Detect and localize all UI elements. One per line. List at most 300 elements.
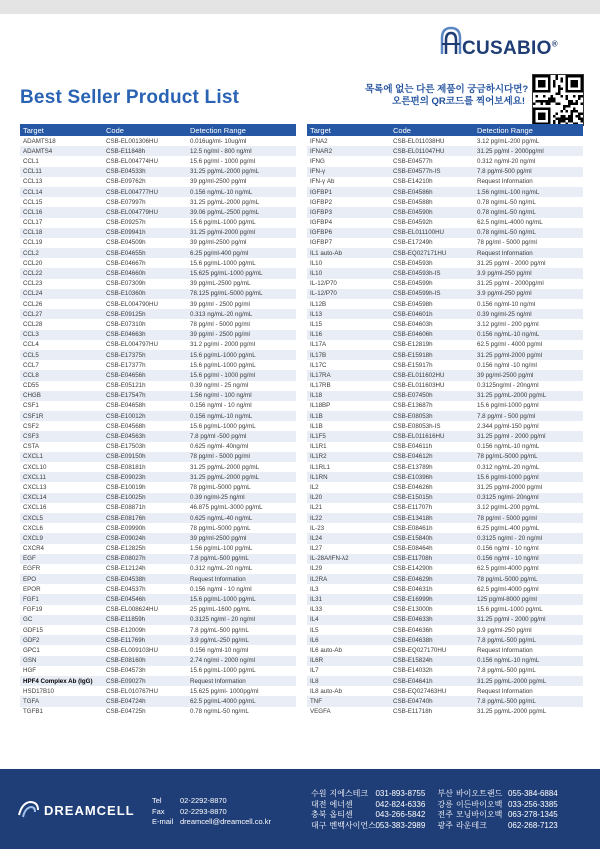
code-cell: CSB-E04725h [106,708,146,716]
table-row [20,605,296,615]
table-row [20,238,296,248]
qr-note-line2: 오른편의 QR코드를 찍어보세요! [392,96,525,107]
target-cell: CCL4 [23,341,39,349]
branch-region: 충북 [311,810,327,820]
code-cell: CSB-E10025h [106,494,146,502]
range-cell: 31.2 pg/ml - 2000 pg/ml [190,341,256,349]
target-cell: IL31 [310,596,323,604]
range-cell: 31.25 pg/ml - 2000 pg/ml [477,616,546,624]
range-cell: 15.6 pg/mL-1000 pg/mL [190,361,256,369]
tel-number[interactable]: 02-2292-8870 [180,796,227,805]
range-cell: 31.25 pg/mL-2000 pg/mL [477,708,547,716]
range-cell: 0.78 ng/mL-50 ng/mL [190,708,249,716]
target-cell: CCL22 [23,270,43,278]
target-cell: CXCL14 [23,494,47,502]
target-cell: CD55 [23,382,39,390]
range-cell: 31.25 pg/ml-2000 pg/ml [477,351,543,359]
table-row [20,564,296,574]
range-cell: 31.25 pg/mL-2000 pg/mL [477,392,547,400]
code-cell: CSB-E04599h-IS [393,290,441,298]
range-cell: 3.12 pg/ml - 200 pg/ml [477,320,539,328]
code-cell: CSB-E15015h [393,494,433,502]
range-cell: 78 pg/mL-5000 pg/mL [477,453,538,461]
table-row [20,289,296,299]
table-row [307,503,583,513]
table-row [20,503,296,513]
range-cell: 0.78 ng/mL-50 ng/mL [477,208,536,216]
target-cell: IL1B [310,422,323,430]
table-row [20,340,296,350]
table-row [20,554,296,564]
code-cell: CSB-EL004777HU [106,188,158,196]
code-cell: CSB-E04546h [106,596,146,604]
code-cell: CSB-E04656h [106,371,146,379]
range-cell: 62.5 pg/ml-4000 pg/ml [477,565,539,573]
table-row [307,472,583,482]
code-cell: CSB-E08871h [106,504,146,512]
table-row [20,381,296,391]
product-tables [20,124,582,760]
code-cell: CSB-EL011602HU [393,371,445,379]
code-cell: CSB-E04612h [393,453,433,461]
target-cell: IL16 [310,331,323,339]
code-cell: CSB-E04563h [106,433,146,441]
target-cell: CCL15 [23,198,43,206]
table-header [307,124,583,136]
target-cell: CXCL16 [23,504,47,512]
table-row [20,574,296,584]
top-band [0,0,600,14]
range-cell: 3.12 pg/mL-200 pg/mL [477,137,540,145]
target-cell: CHGB [23,392,41,400]
branch-phone[interactable]: 042-824-6336 [375,799,426,809]
dreamcell-logo [16,797,136,821]
code-cell: CSB-E07997h [106,198,146,206]
range-cell: 0.156 ng/ml - 10 ng/ml [190,402,252,410]
target-cell: IL6 [310,636,319,644]
target-cell: ADAMTS4 [23,147,53,155]
range-cell: 0.156 ng/ml -10 ng/ml [477,361,537,369]
table-row [20,228,296,238]
range-cell: 3.9 pg/ml-250 pg/ml [477,290,532,298]
target-cell: CCL16 [23,208,43,216]
target-cell: CCL27 [23,310,43,318]
range-cell: 0.39 ng/ml - 25 ng/ml [190,382,249,390]
target-cell: IL17A [310,341,327,349]
range-cell: 0.156 ng/mL-10 ng/mL [477,443,540,451]
range-cell: 78 pg/mL-5000 pg/mL [190,524,251,532]
target-cell: IL1 auto-Ab [310,249,342,257]
target-cell: IL17C [310,361,327,369]
code-cell: CSB-E15917h [393,361,433,369]
table-row [307,319,583,329]
target-cell: IGFBP4 [310,219,333,227]
target-cell: IL15 [310,320,323,328]
table-row [20,676,296,686]
branch-region: 전주 [437,810,453,820]
range-cell: 0.156 ng/ml-10 ng/ml [190,646,249,654]
branch-phone[interactable]: 031-893-8755 [375,789,426,798]
target-cell: CXCL10 [23,463,47,471]
range-cell: 78 pg/ml - 5000 pg/ml [190,453,250,461]
code-cell: CSB-E04601h [393,310,433,318]
range-cell: 7.8 pg/mL-500 pg/mL [477,636,536,644]
table-row [307,421,583,431]
table-row [20,666,296,676]
target-cell: EGFR [23,565,41,573]
code-cell: CSB-EL008624HU [106,606,158,614]
table-row [307,391,583,401]
target-cell: CXCL6 [23,524,43,532]
range-cell: 0.156 ng/mL-10 ng/mL [190,412,253,420]
code-cell: CSB-E17377h [106,361,146,369]
target-cell: IGFBP3 [310,208,333,216]
target-cell: HSD17B10 [23,687,54,695]
code-cell: CSB-EL011038HU [393,137,445,145]
range-cell: 78 pg/ml - 5000 pg/ml [477,514,537,522]
range-cell: 0.3125 ng/ml- 20ng/ml [477,494,539,502]
target-cell: IL10 [310,259,323,267]
range-cell: 31.25 pg/ml-2000 pg/ml [190,229,256,237]
range-cell: 7.8 pg/mL-500 pg/mL [190,555,249,563]
target-cell: IL-12/P70 [310,290,337,298]
code-cell: CSB-E08181h [106,463,146,471]
table-row [307,635,583,645]
table-row [20,391,296,401]
range-cell: 39 pg/mL-2500 pg/mL [190,280,251,288]
table-row [307,177,583,187]
range-cell: Request Information [477,249,533,257]
target-cell: IL8 auto-Ab [310,687,342,695]
code-cell: CSB-E04533h [106,168,146,176]
range-cell: 15.625 pg/ml- 1000pg/ml [190,687,259,695]
code-cell: CSB-E04629h [393,575,433,583]
code-cell: CSB-E04577h-IS [393,168,441,176]
range-cell: 78 pg/mL-5000 pg/mL [477,575,538,583]
target-cell: CCL24 [23,290,43,298]
target-cell: CCL14 [23,188,43,196]
email-link[interactable]: dreamcell@dreamcell.co.kr [180,817,271,826]
range-cell: 3.12 pg/mL-200 pg/mL [477,504,540,512]
target-cell: IL6R [310,657,324,665]
range-cell: 31.25 pg/ml - 2000 pg/ml [477,433,546,441]
range-cell: 3.9 pg/ml-250 pg/ml [477,626,532,634]
code-cell: CSB-E04537h [106,585,146,593]
code-cell: CSB-E04592h [393,219,433,227]
branch-company: 모닝바이오백 [455,810,503,820]
target-cell: IL10 [310,270,323,278]
header-target: Target [310,125,331,135]
footer [0,769,600,849]
branch-company: 옵티센 [329,810,353,820]
range-cell: 15.6 pg/mL-1000 pg/mL [190,351,256,359]
code-cell: CSB-EQ027463HU [393,687,447,695]
target-cell: CXCL5 [23,514,43,522]
range-cell: 0.313 ng/mL-20 ng/mL [190,310,253,318]
target-cell: GDF2 [23,636,40,644]
branch-row [311,810,558,821]
range-cell: Request Information [190,575,246,583]
code-cell: CSB-E17547h [106,392,146,400]
table-row [20,421,296,431]
branch-company: 라운테크 [455,820,487,830]
table-row [20,401,296,411]
table-row [307,279,583,289]
branch-region: 수원 [311,789,327,798]
code-cell: CSB-E04538h [106,575,146,583]
table-row [307,156,583,166]
code-cell: CSB-E10396h [393,473,433,481]
code-cell: CSB-E05121h [106,382,146,390]
target-cell: IL-28A/IFN-λ2 [310,555,349,563]
target-cell: IL24 [310,534,323,542]
code-cell: CSB-E11769h [106,636,146,644]
range-cell: Request Information [477,687,533,695]
table-row [20,544,296,554]
target-cell: CSF1R [23,412,44,420]
qr-code[interactable] [532,74,584,126]
code-cell: CSB-E12124h [106,565,146,573]
table-row [307,493,583,503]
range-cell: 0.3125ng/ml - 20ng/ml [477,382,539,390]
target-cell: IGFBP1 [310,188,333,196]
target-cell: TGFA [23,697,40,705]
table-row [20,625,296,635]
code-cell: CSB-E07310h [106,320,146,328]
code-cell: CSB-E13687h [393,402,433,410]
contact-info: Tel 02-2292-8870 Fax 02-2293-8870 E-mail dreamcell@dreamcell.co.kr [152,796,271,826]
range-cell: 7.8 pg/mL-500 pg/mL [190,626,249,634]
cusabio-logo-text: CUSABIO® [462,38,558,59]
code-cell: CSB-E09023h [106,473,146,481]
range-cell: Request Information [477,178,533,186]
table-row [20,462,296,472]
code-cell: CSB-E08461h [393,524,433,532]
table-row [307,218,583,228]
target-cell: GDF15 [23,626,43,634]
code-cell: CSB-E04658h [106,402,146,410]
code-cell: CSB-E09257h [106,219,146,227]
table-row [20,533,296,543]
table-row [307,656,583,666]
target-cell: IL6 auto-Ab [310,646,342,654]
target-cell: CXCR4 [23,545,44,553]
branch-phone[interactable]: 033-256-3385 [507,799,558,809]
table-row [20,482,296,492]
target-cell: IL1B [310,412,323,420]
table-row [307,340,583,350]
target-cell: IL13 [310,310,323,318]
branch-phone[interactable]: 055-384-6884 [507,789,558,798]
code-cell: CSB-E08027h [106,555,146,563]
target-cell: IL27 [310,545,323,553]
table-row [20,635,296,645]
range-cell: 39 pg/ml - 2500 pg/ml [190,331,250,339]
table-row [307,330,583,340]
table-row [20,594,296,604]
table-row [307,289,583,299]
range-cell: 6.25 pg/mL-400 pg/mL [477,524,540,532]
range-cell: 25 pg/mL-1600 pg/mL [190,606,251,614]
code-cell: CSB-E09024h [106,534,146,542]
range-cell: 3.9 pg/ml-250 pg/ml [477,270,532,278]
table-row [20,523,296,533]
range-cell: 0.312 ng/mL-20 ng/mL [477,463,540,471]
table-row [307,666,583,676]
code-cell: CSB-EL011100HU [393,229,445,237]
target-cell: CCL3 [23,331,39,339]
target-cell: CCL26 [23,300,43,308]
code-cell: CSB-EL011603HU [393,382,445,390]
code-cell: CSB-E09125h [106,310,146,318]
code-cell: CSB-E13418h [393,514,433,522]
branch-company: 이든바이오백 [455,799,503,809]
table-row [307,574,583,584]
branch-phone[interactable]: 063-278-1345 [507,810,558,820]
cusabio-logo-icon [438,24,464,58]
code-cell: CSB-E04611h [393,443,433,451]
table-row [20,360,296,370]
target-cell: IGFBP7 [310,239,333,247]
code-cell: CSB-E04655h [106,249,146,257]
range-cell: 46.875 pg/mL-3000 pg/mL [190,504,263,512]
table-row [20,584,296,594]
range-cell: 31.25 pg/mL-2000 pg/mL [190,463,260,471]
fax-number: 02-2293-8870 [180,806,227,816]
range-cell: 1.56 pg/mL-100 pg/mL [190,545,253,553]
target-cell: HGF [23,667,37,675]
code-cell: CSB-E17503h [106,443,146,451]
code-cell: CSB-E07309h [106,280,146,288]
branch-phone[interactable]: 053-383-2989 [375,820,426,830]
target-cell: IFN-γ Ab [310,178,335,186]
code-cell: CSB-E08464h [393,545,433,553]
range-cell: Request Information [190,677,246,685]
table-row [307,625,583,635]
code-cell: CSB-E14210h [393,178,433,186]
code-cell: CSB-E04577h [393,157,433,165]
range-cell: 78.125 pg/mL-5000 pg/mL [190,290,263,298]
code-cell: CSB-E08053h [393,412,433,420]
range-cell: 0.78 ng/mL-50 ng/mL [477,229,536,237]
table-row [307,462,583,472]
qr-note [365,84,529,108]
table-row [307,482,583,492]
target-cell: CSF3 [23,433,39,441]
code-cell: CSB-EL009103HU [106,646,158,654]
table-row [20,268,296,278]
code-cell: CSB-E16999h [393,596,433,604]
table-row [20,350,296,360]
table-row [20,197,296,207]
code-cell: CSB-E04603h [393,320,433,328]
target-cell: ADAMTS18 [23,137,56,145]
table-row [20,218,296,228]
range-cell: 39 pg/ml-2500 pg/ml [190,178,247,186]
branch-region: 강릉 [437,799,453,809]
target-cell: GC [23,616,33,624]
range-cell: 7.8 pg/ml - 500 pg/ml [477,412,536,420]
target-cell: IL8 [310,677,319,685]
table-row [307,676,583,686]
table-row [20,187,296,197]
code-cell: CSB-E10360h [106,290,146,298]
header-range: Detection Range [477,125,533,135]
target-cell: CSF1 [23,402,39,410]
target-cell: IL33 [310,606,323,614]
table-row [20,645,296,655]
target-cell: IL20 [310,494,323,502]
code-cell: CSB-E07450h [393,392,433,400]
range-cell: 7.8 pg/mL-500 pg/mL [477,667,536,675]
code-cell: CSB-EL004774HU [106,157,158,165]
target-cell: EGF [23,555,36,563]
range-cell: 7.8 pg/ml -500 pg/ml [190,433,247,441]
code-cell: CSB-E09762h [106,178,146,186]
range-cell: 0.625 ng/mL-40 ng/mL [190,514,253,522]
range-cell: 62.5 pg/mL-4000 pg/mL [190,697,256,705]
table-row [20,319,296,329]
range-cell: 31.25 pg/mL-2000 pg/mL [190,168,260,176]
code-cell: CSB-E15824h [393,657,433,665]
table-row [307,564,583,574]
branch-phone[interactable]: 043-266-5842 [375,810,426,820]
table-row [307,228,583,238]
range-cell: 0.156 ng/ml - 10 ng/ml [190,585,252,593]
range-cell: 15.6 pg/mL-1000 pg/mL [190,667,256,675]
target-cell: IL1RN [310,473,328,481]
table-row [307,309,583,319]
table-row [20,615,296,625]
code-cell: CSB-EL001306HU [106,137,158,145]
branch-company: 벤백사이언스 [329,820,376,830]
code-cell: CSB-E04568h [106,422,146,430]
table-row [307,554,583,564]
code-cell: CSB-E11859h [106,616,146,624]
table-row [20,167,296,177]
target-cell: IL2RA [310,575,328,583]
target-cell: CXCL13 [23,483,47,491]
table-row [307,584,583,594]
code-cell: CSB-EQ027171HU [393,249,447,257]
code-cell: CSB-E04588h [393,198,433,206]
range-cell: 31.25 pg/mL-2000 pg/mL [190,198,260,206]
range-cell: 0.39 ng/ml-25 ng/ml [190,494,245,502]
code-cell: CSB-EL004779HU [106,208,158,216]
target-cell: IGFBP2 [310,198,333,206]
range-cell: 0.156 ng/mL-10 ng/mL [477,331,540,339]
table-row [307,707,583,717]
table-row [307,533,583,543]
branch-phone[interactable]: 062-268-7123 [507,820,558,830]
target-cell: CCL13 [23,178,43,186]
range-cell: 1.56 ng/ml - 100 ng/ml [190,392,252,400]
table-row [307,299,583,309]
code-cell: CSB-E04593h-IS [393,270,441,278]
table-row [307,411,583,421]
code-cell: CSB-E09150h [106,453,146,461]
branch-list [311,789,558,831]
code-cell: CSB-E17249h [393,239,433,247]
table-row [20,696,296,706]
code-cell: CSB-EL004790HU [106,300,158,308]
code-cell: CSB-E04598h [393,300,433,308]
table-row [307,442,583,452]
branch-company: 바이오트랜드 [455,789,503,798]
table-row [307,258,583,268]
header-target: Target [23,125,44,135]
range-cell: 0.156 ng/mL-10 ng/mL [190,188,253,196]
